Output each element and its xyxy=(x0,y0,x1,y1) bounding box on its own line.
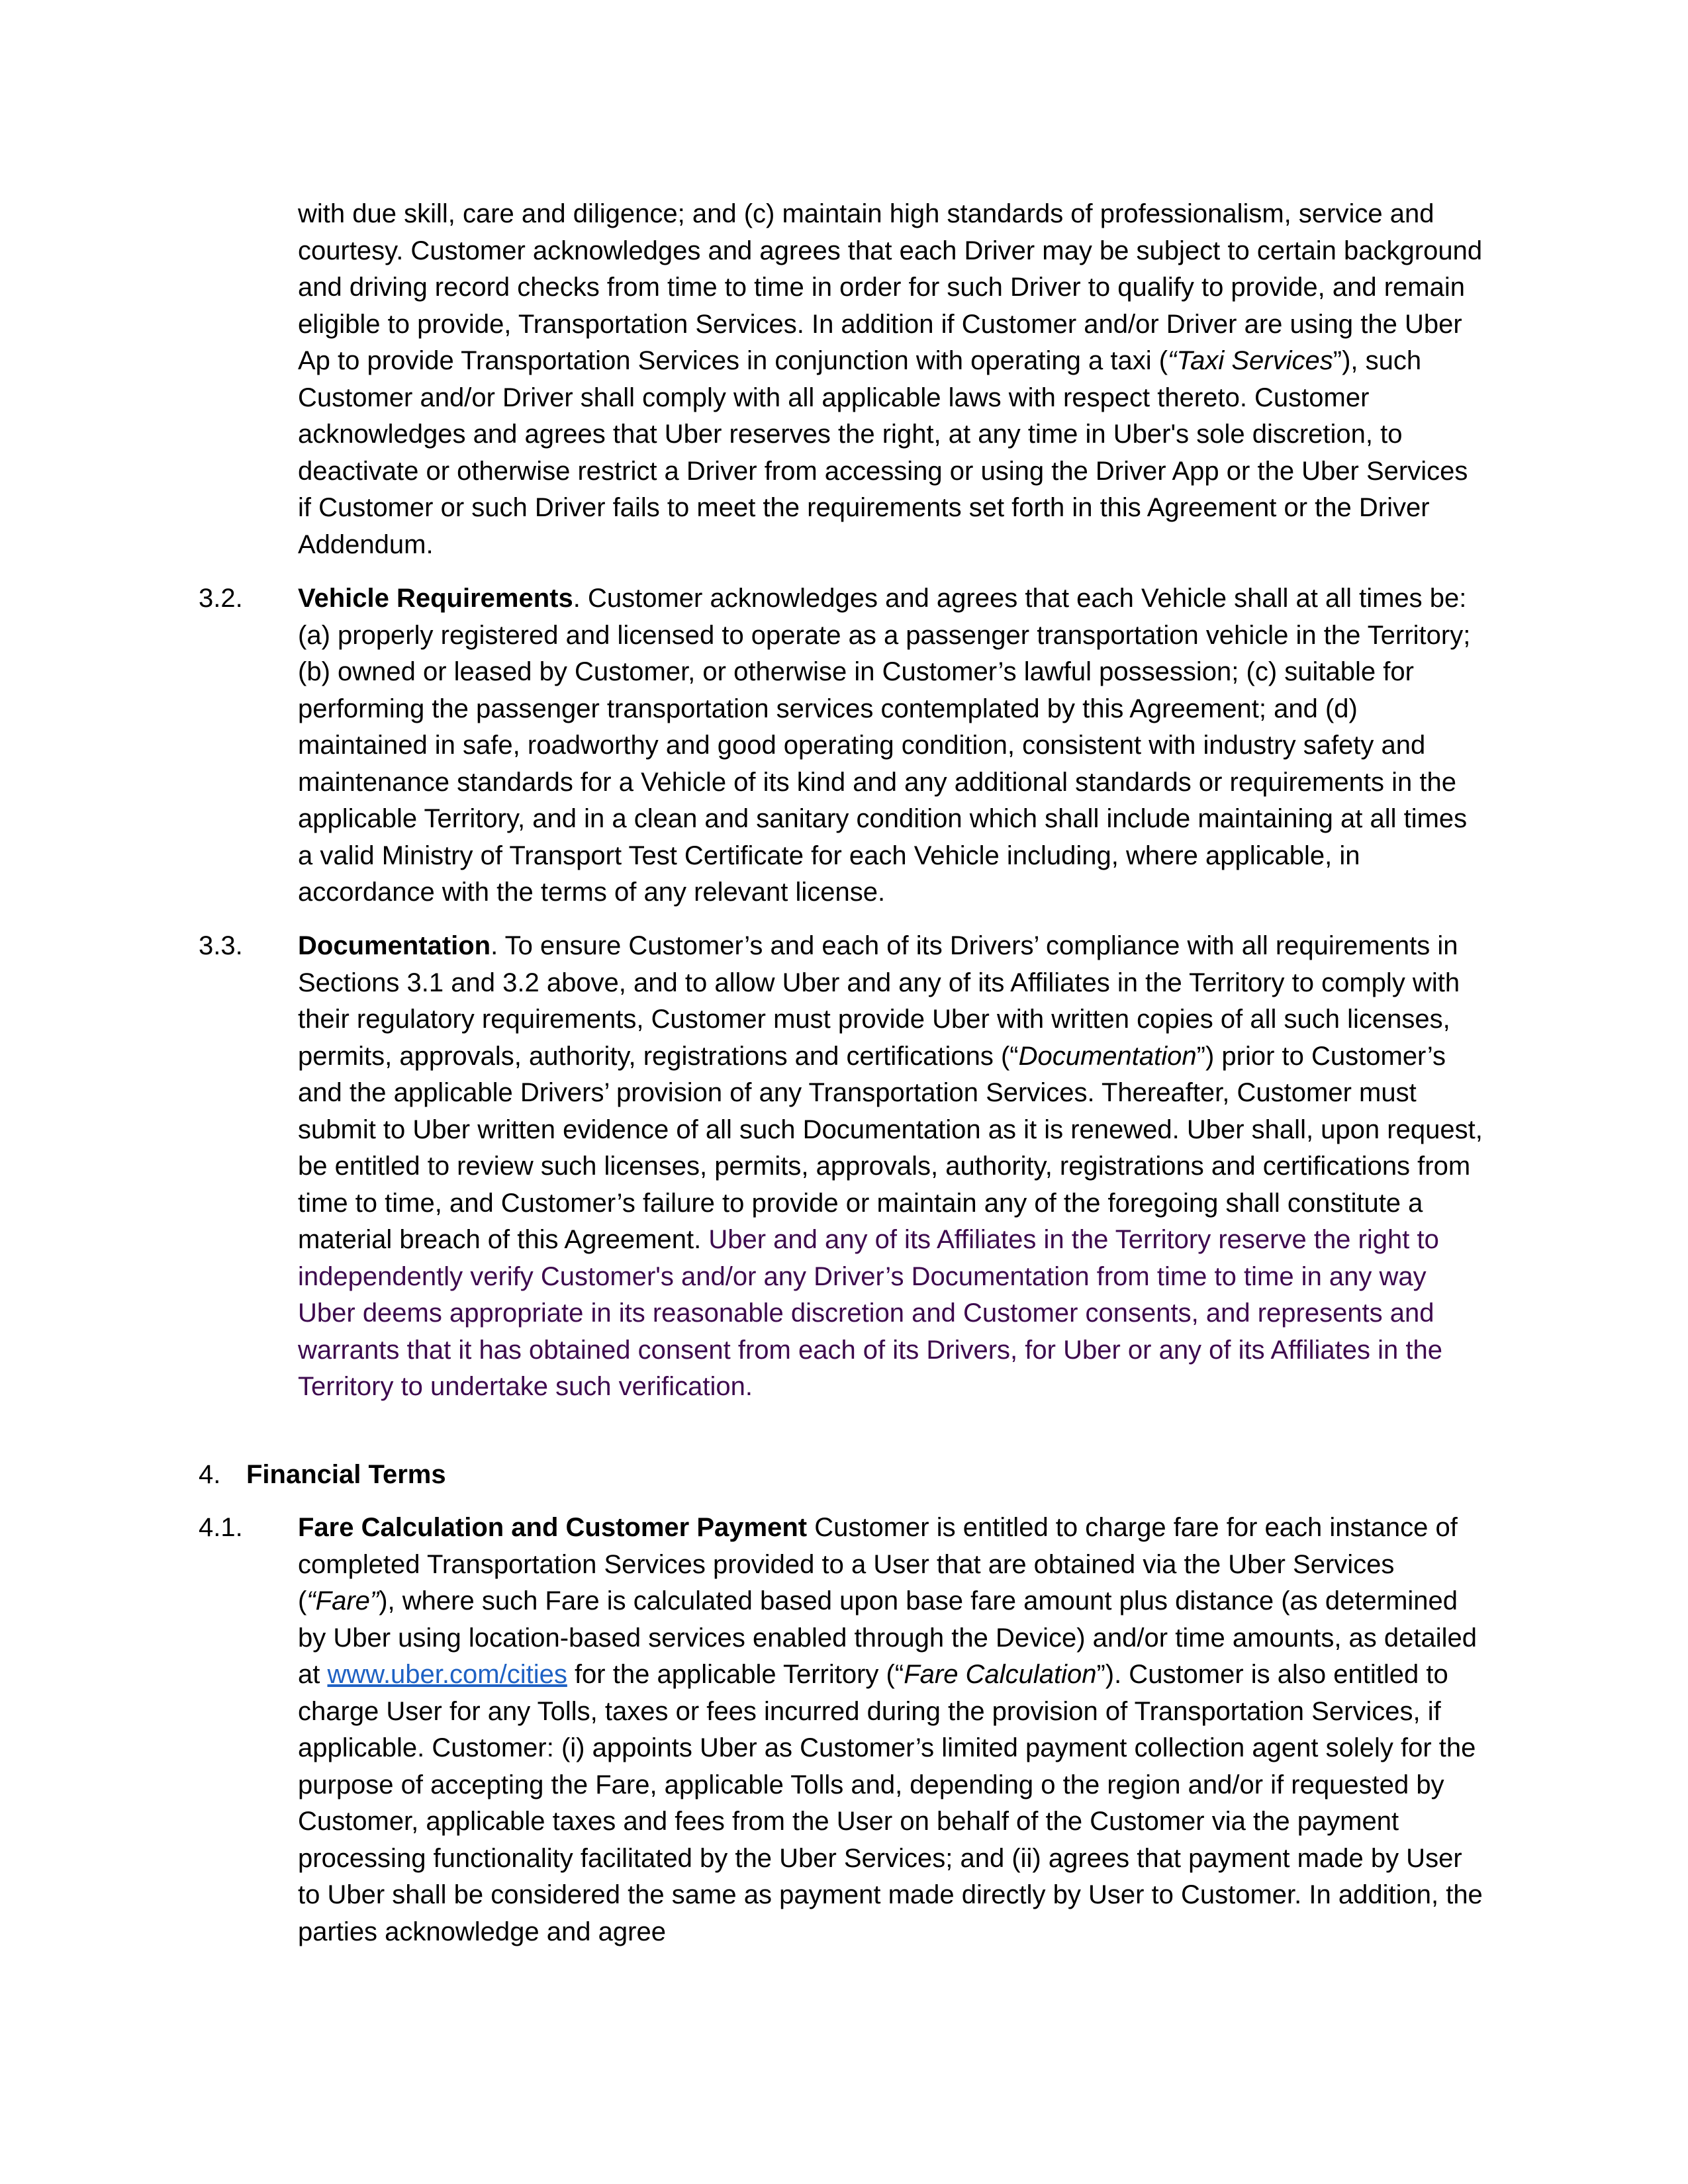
section-text-2: ), where such Fare is calculated based upon base fare amount plus distance (as determined by Uber using location-based services enabled through the Device) and/or time amounts, as detailed at xyxy=(298,1586,1477,1689)
fare-term: “Fare” xyxy=(306,1586,379,1615)
section-3-2-body xyxy=(298,580,1483,911)
section-number: 3.3. xyxy=(199,931,243,960)
uber-cities-link[interactable]: www.uber.com/cities xyxy=(327,1660,567,1689)
section-number: 3.2. xyxy=(199,584,243,613)
section-number: 4.1. xyxy=(199,1513,243,1542)
section-text: . Customer acknowledges and agrees that each Vehicle shall at all times be: (a) properly registered and licensed to operate as a passenger transportation vehicle in the Territory; (b) owned or leased by Customer, or otherwise in Customer’s lawful possession; (c) suitable for performing the passenger transportation services contemplated by this Agreement; and (d) maintained in safe, roadworthy and good operating condition, consistent with industry safety and maintenance standards for a Vehicle of its kind and any additional standards or requirements in the applicable Territory, and in a clean and sanitary condition which shall include maintaining at all times a valid Ministry of Transport Test Certificate for each Vehicle including, where applicable, in accordance with the terms of any relevant license. xyxy=(298,584,1471,907)
continuation-text: with due skill, care and diligence; and (c) maintain high standards of professionalism, service and courtesy. Customer acknowledges and agrees that each Driver may be subject to certain background and driving record checks from time to time in order for such Driver to qualify to provide, and remain eligible to provide, Transportation Services. In addition if Customer and/or Driver are using the Uber Ap to provide Transportation Services in conjunction with operating a taxi ( xyxy=(298,199,1483,375)
section-3-1-body xyxy=(298,196,1483,563)
section-heading: Vehicle Requirements xyxy=(298,584,573,613)
section-heading: Fare Calculation and Customer Payment xyxy=(298,1513,808,1542)
section-text-highlighted: Uber and any of its Affiliates in the Territory reserve the right to independently verify Customer's and/or any Driver’s Documentation from time to time in any way Uber deems appropriate in its reasonable discretion and Customer consents, and represents and warrants that it has obtained consent from each of its Drivers, for Uber or any of its Affiliates in the Territory to undertake such verification. xyxy=(298,1225,1442,1401)
section-number: 4. xyxy=(199,1460,221,1489)
section-text-3: for the applicable Territory (“ xyxy=(567,1660,904,1689)
section-text-2: ”) prior to Customer’s and the applicable Drivers’ provision of any Transportation Services. Thereafter, Customer must submit to Uber written evidence of all such Documentation as it is renewed. Uber shall, upon request, be entitled to review such licenses, permits, approvals, authority, registrations and certifications from time to time, and Customer’s failure to provide or maintain any of the foregoing shall constitute a material breach of this Agreement. xyxy=(298,1041,1483,1254)
fare-calculation-term: Fare Calculation xyxy=(904,1660,1097,1689)
section-text-1: Customer is entitled to charge fare for each instance of completed Transportation Services provided to a User that are obtained via the Uber Services ( xyxy=(298,1513,1458,1615)
documentation-term: Documentation xyxy=(1018,1041,1197,1071)
section-4-1-body xyxy=(298,1510,1483,1950)
section-text-4: ”). Customer is also entitled to charge User for any Tolls, taxes or fees incurred during the provision of Transportation Services, if applicable. Customer: (i) appoints Uber as Customer’s limited payment collection agent solely for the purpose of accepting the Fare, applicable Tolls and, depending o the region and/or if requested by Customer, applicable taxes and fees from the User on behalf of the Customer via the payment processing functionality facilitated by the Uber Services; and (ii) agrees that payment made by User to Uber shall be considered the same as payment made directly by User to Customer. In addition, the parties acknowledge and agree xyxy=(298,1660,1483,1946)
section-heading: Documentation xyxy=(298,931,491,960)
section-3-3-body xyxy=(298,928,1483,1406)
section-heading: Financial Terms xyxy=(246,1460,446,1489)
taxi-services-term: “Taxi Services xyxy=(1168,346,1333,375)
section-text-1: . To ensure Customer’s and each of its Drivers’ compliance with all requirements in Sections 3.1 and 3.2 above, and to allow Uber and any of its Affiliates in the Territory to comply with their regulatory requirements, Customer must provide Uber with written copies of all such licenses, permits, approvals, authority, registrations and certifications (“ xyxy=(298,931,1460,1071)
continuation-text-after: ”), such Customer and/or Driver shall comply with all applicable laws with respect thereto. Customer acknowledges and agrees that Uber reserves the right, at any time in Uber's sole discretion, to deactivate or otherwise restrict a Driver from accessing or using the Driver App or the Uber Services if Customer or such Driver fails to meet the requirements set forth in this Agreement or the Driver Addendum. xyxy=(298,346,1468,559)
